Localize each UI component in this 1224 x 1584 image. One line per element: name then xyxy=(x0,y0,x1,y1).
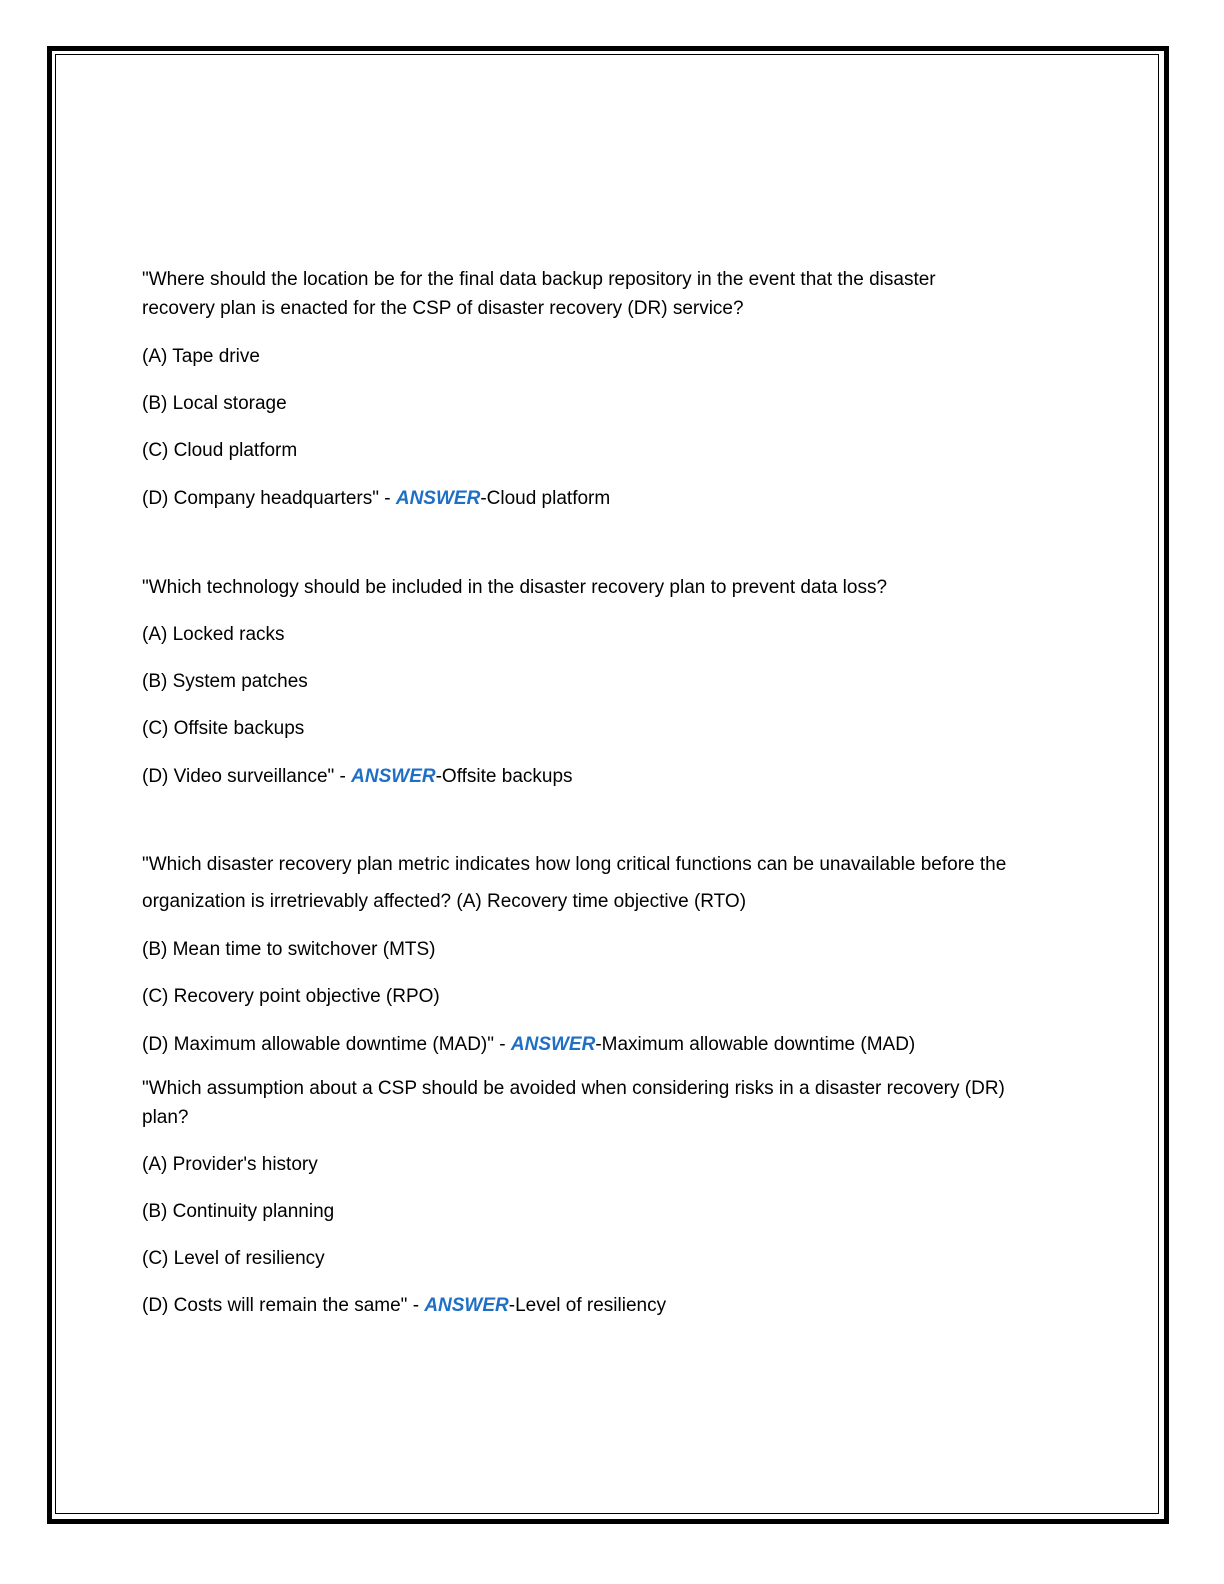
question-3-stem-line-1: "Which disaster recovery plan metric indicates how long critical functions can be unavailable before the xyxy=(142,854,1007,875)
question-3-option-d-text: (D) Maximum allowable downtime (MAD)" - xyxy=(142,1034,511,1055)
question-4-stem-line-2: plan? xyxy=(142,1107,189,1128)
question-4-answer-text: -Level of resiliency xyxy=(508,1295,667,1316)
question-2-option-d xyxy=(142,765,573,789)
question-4-option-d-text: (D) Costs will remain the same" - xyxy=(142,1295,425,1316)
question-2-answer-label: ANSWER xyxy=(351,766,436,787)
question-1-stem-line-2: recovery plan is enacted for the CSP of disaster recovery (DR) service? xyxy=(142,298,744,319)
question-4-answer-label: ANSWER xyxy=(424,1295,509,1316)
question-4-stem-line-1: "Which assumption about a CSP should be avoided when considering risks in a disaster recovery (DR) xyxy=(142,1078,1005,1099)
question-1-answer-text: -Cloud platform xyxy=(480,488,611,509)
question-3-answer-text: -Maximum allowable downtime (MAD) xyxy=(595,1034,916,1055)
question-4-option-a: (A) Provider's history xyxy=(142,1154,318,1175)
question-1-option-a: (A) Tape drive xyxy=(142,346,260,367)
question-2-option-a: (A) Locked racks xyxy=(142,624,285,645)
question-3-option-b: (B) Mean time to switchover (MTS) xyxy=(142,939,436,960)
question-2-option-b: (B) System patches xyxy=(142,671,308,692)
question-3-stem-line-2: organization is irretrievably affected? (A) Recovery time objective (RTO) xyxy=(142,891,747,912)
question-3-option-d xyxy=(142,1033,915,1057)
question-2-option-d-text: (D) Video surveillance" - xyxy=(142,766,352,787)
question-1-option-d xyxy=(142,487,610,511)
question-3-option-c: (C) Recovery point objective (RPO) xyxy=(142,986,440,1007)
question-3-answer-label: ANSWER xyxy=(510,1034,596,1055)
question-4-option-c: (C) Level of resiliency xyxy=(142,1248,325,1269)
question-2-answer-text: -Offsite backups xyxy=(435,766,573,787)
question-2-option-c: (C) Offsite backups xyxy=(142,718,305,739)
question-1-stem-line-1: "Where should the location be for the final data backup repository in the event that the disaster xyxy=(142,269,936,290)
question-1-answer-label: ANSWER xyxy=(395,488,481,509)
question-1-option-c: (C) Cloud platform xyxy=(142,440,298,461)
question-2-stem-line-1: "Which technology should be included in the disaster recovery plan to prevent data loss? xyxy=(142,577,888,598)
question-4-option-d xyxy=(142,1294,666,1318)
question-1-option-d-text: (D) Company headquarters" - xyxy=(142,488,396,509)
question-4-option-b: (B) Continuity planning xyxy=(142,1201,335,1222)
question-1-option-b: (B) Local storage xyxy=(142,393,287,414)
